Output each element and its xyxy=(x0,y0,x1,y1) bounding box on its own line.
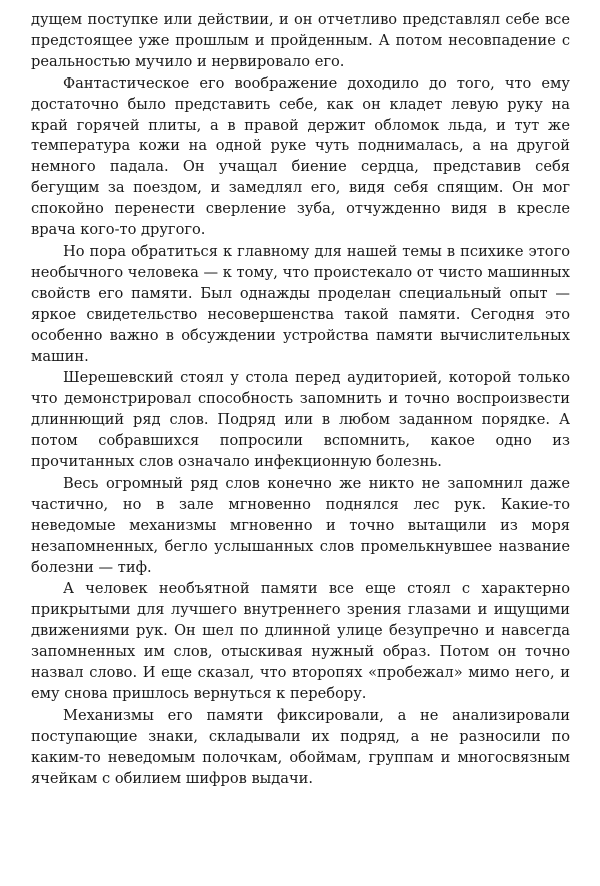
paragraph: А человек необъятной памяти все еще стоял с характерно прикрытыми для лучшего внутреннего зрения глазами и ищущими движениями рук. Он шел по длинной улице безупречно и навсегда запомненных им слов, отыскивая нужный образ. Потом он точно назвал слово. И еще сказал, что второпях «пробежал» мимо него, и ему снова пришлось вернуться к перебору. xyxy=(31,580,570,702)
paragraph: Фантастическое его воображение доходило до того, что ему достаточно было представить себе, как он кладет левую руку на край горячей плиты, а в правой держит обломок льда, и тут же температура кожи на одной руке чуть поднималась, а на другой немного падала. Он учащал биение сердца, представив себя бегущим за поездом, и замедлял его, видя себя спящим. Он мог спокойно перенести сверление зуба, отчужденно видя в кресле врача кого-то другого. xyxy=(31,74,570,239)
paragraph: Но пора обратиться к главному для нашей темы в психике этого необычного человека — к тому, что проистекало от чисто машинных свойств его памяти. Был однажды проделан специальный опыт — яркое свидетельство несовершенства такой памяти. Сегодня это особенно важно в обсуждении устройства памяти вычислительных машин. xyxy=(31,242,570,365)
paragraph: Механизмы его памяти фиксировали, а не анализировали поступающие знаки, складывали их подряд, а не разносили по каким-то неведомым полочкам, обоймам, группам и многосвязным ячейкам с обилием шифров выдачи. xyxy=(31,706,570,787)
paragraph-continued: дущем поступке или действии, и он отчетливо представлял себе все предстоящее уже прошлым и пройденным. А потом несовпадение с реальностью мучило и нервировало его. xyxy=(31,11,570,70)
paragraph: Весь огромный ряд слов конечно же никто не запомнил даже частично, но в зале мгновенно поднялся лес рук. Какие-то неведомые механизмы мгновенно и точно вытащили из моря незапомненных, бегло услышанных слов промелькнувшее название болезни — тиф. xyxy=(31,474,570,576)
paragraph: Шерешевский стоял у стола перед аудиторией, которой только что демонстрировал способность запомнить и точно воспроизвести длиннющий ряд слов. Подряд или в любом заданном порядке. А потом собравшихся попросили вспомнить, какое одно из прочитанных слов означало инфекционную болезнь. xyxy=(31,369,570,471)
